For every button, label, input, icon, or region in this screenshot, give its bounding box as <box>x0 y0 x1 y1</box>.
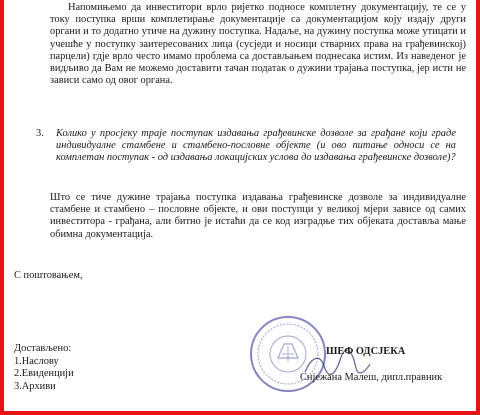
delivered-item: 1.Наслову <box>14 355 59 367</box>
question-3-text: Колико у просјеку траје поступак издавања грађевинске дозволе за грађане који граде индивидуалне стамбене и стамбено-пословне објекте (и ово питање односи се на комплетан поступак - од издавања локацијских услова до издавања грађевинске дозволе)? <box>56 128 456 164</box>
closing-salutation: С поштовањем, <box>14 270 83 281</box>
delivered-heading: Достављено: <box>14 343 72 354</box>
question-number: 3. <box>36 128 44 139</box>
delivered-to-list <box>14 343 74 393</box>
paragraph-answer: Што се тиче дужине трајања поступка издавања грађевинске дозволе за индивидуалне стамбене и стамбено – пословне објекте, и ови поступци у великој мјери зависе од самих инвеститора - грађана, али битно је истаћи да се код изградње тих објеката доставља мање обимна документација. <box>50 192 466 240</box>
paragraph-documentation: Напомињемо да инвеститори врло ријетко подносе комплетну документацију, те се у току поступка врши комплетирање документације са документацијом коју издају други органи и то додатно утиче на дужину поступка. Надаље, на дужину поступка може утицати и учешће у поступку заитересованих лица (сусједи и носици стварних права на грађевинској) парцели) гдје врло често имамо проблема са достављањем поднесака истим. Из наведеног је видљиво да Вам не можемо доставити тачан податак о дужини трајања поступка, јер исти не зависи само од овог органа. <box>50 2 466 87</box>
delivered-item: 3.Архиви <box>14 380 56 392</box>
frame-bottom-border <box>0 411 480 415</box>
delivered-item: 2.Евиденцији <box>14 368 74 380</box>
frame-left-border <box>0 0 4 415</box>
signatory-title: ШЕФ ОДСЈЕКА <box>326 346 406 357</box>
signatory-name: Снјежана Малеш, дипл.правник <box>300 372 443 383</box>
question-3 <box>36 128 456 165</box>
frame-right-border <box>476 0 480 415</box>
